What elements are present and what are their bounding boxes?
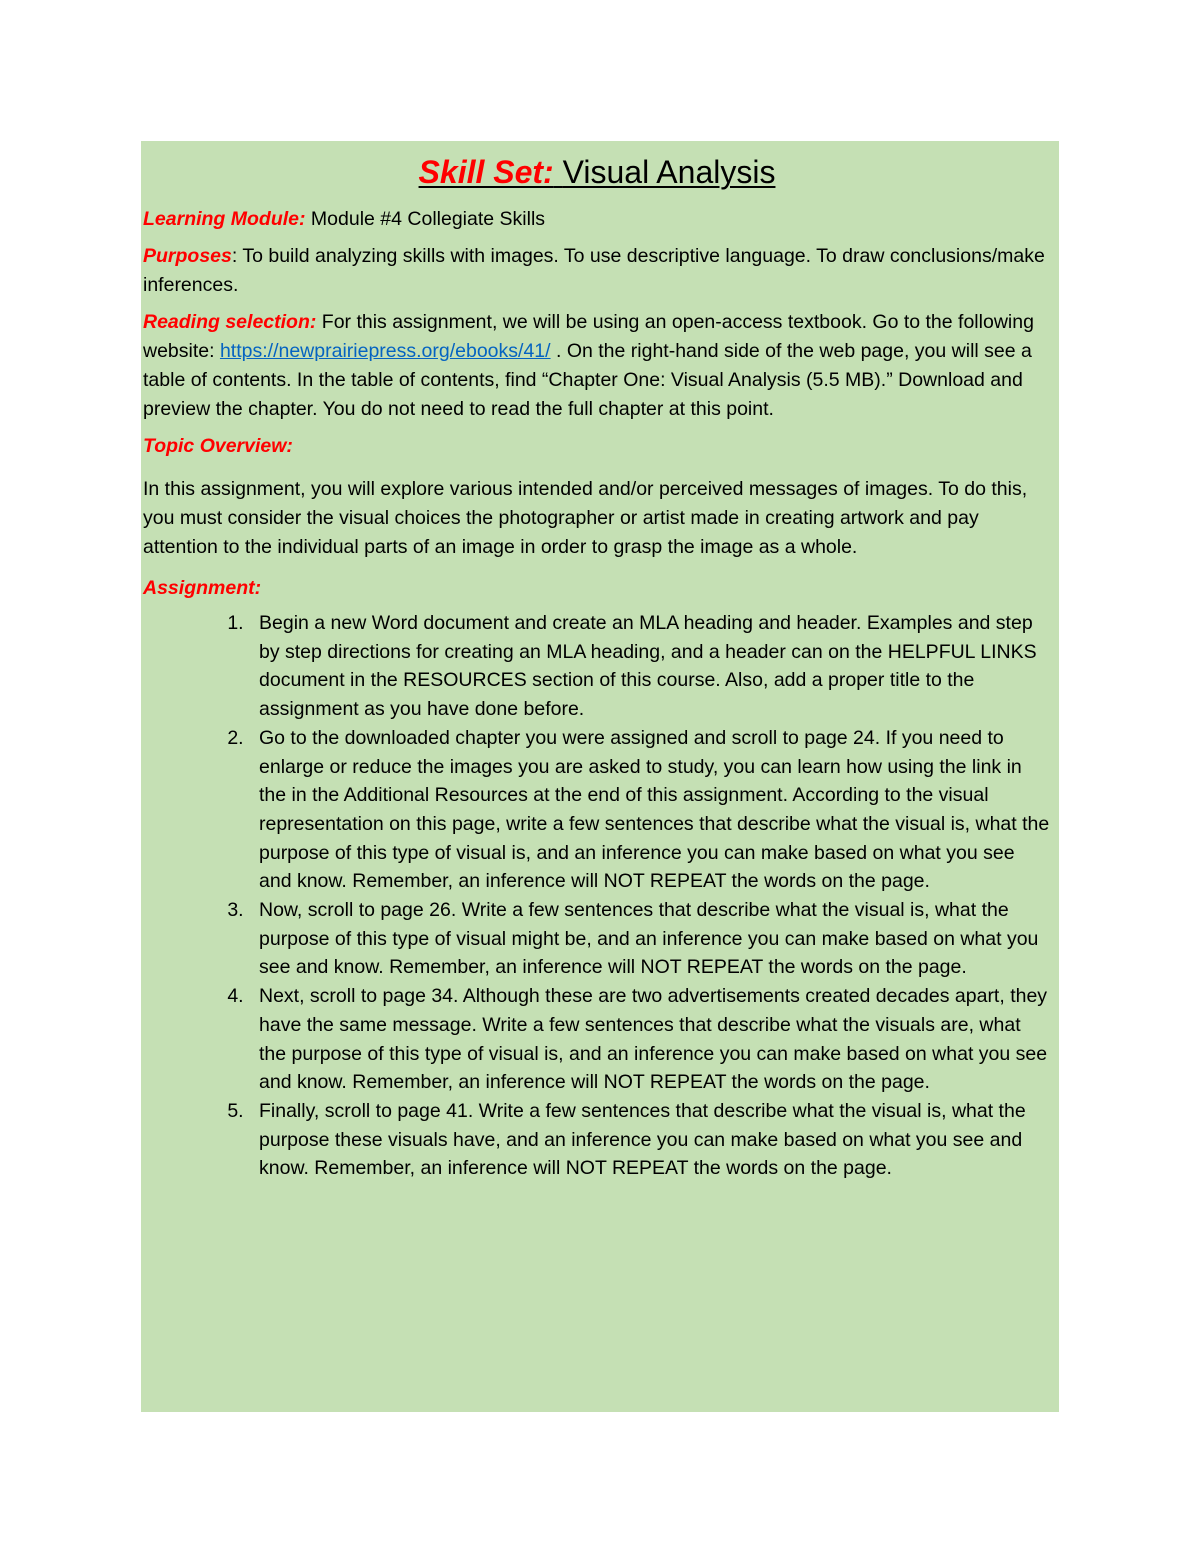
assignment-label: Assignment: bbox=[143, 577, 262, 599]
topic-overview-heading bbox=[143, 432, 1051, 461]
assignment-box bbox=[141, 141, 1059, 1412]
learning-module-line bbox=[143, 205, 1051, 234]
reading-selection-label: Reading selection: bbox=[143, 311, 317, 333]
topic-overview-label: Topic Overview: bbox=[143, 435, 293, 457]
assignment-item: 1. Begin a new Word document and create an MLA heading and header. Examples and step by step directions for creating an MLA heading, and a header can on the HELPFUL LINKS document in the RESOURCES section of this course. Also, add a proper title to the assignment as you have done before. bbox=[249, 609, 1051, 724]
textbook-link[interactable]: https://newprairiepress.org/ebooks/41/ bbox=[219, 340, 551, 362]
purposes-paragraph bbox=[143, 242, 1051, 300]
assignment-item: 3. Now, scroll to page 26. Write a few sentences that describe what the visual is, what the purpose of this type of visual might be, and an inference you can make based on what you see and know. Remember, an inference will NOT REPEAT the words on the page. bbox=[249, 896, 1051, 982]
assignment-list bbox=[143, 609, 1051, 1183]
assignment-item: 4. Next, scroll to page 34. Although these are two advertisements created decades apart, they have the same message. Write a few sentences that describe what the visuals are, what the purpose of this type of visual is, and an inference you can make based on what you see and know. Remember, an inference will NOT REPEAT the words on the page. bbox=[249, 982, 1051, 1097]
purposes-label: Purposes bbox=[143, 245, 232, 267]
assignment-heading bbox=[143, 574, 1051, 603]
page-title bbox=[143, 151, 1051, 193]
learning-module-label: Learning Module: bbox=[143, 208, 306, 230]
title-value: Visual Analysis bbox=[562, 154, 776, 190]
learning-module-value: Module #4 Collegiate Skills bbox=[310, 208, 546, 230]
title-label: Skill Set: bbox=[418, 154, 554, 190]
reading-selection-text-after: . On the right-hand side of the web page, you will see a table of contents. In the table of contents, find “Chapter One: Visual Analysis (5.5 MB).” Download and preview the chapter. You do not need to read the full chapter at this point. bbox=[143, 340, 1032, 420]
purposes-text: : To build analyzing skills with images. To use descriptive language. To draw conclusions/make inferences. bbox=[143, 245, 1045, 296]
topic-overview-text: In this assignment, you will explore various intended and/or perceived messages of images. To do this, you must consider the visual choices the photographer or artist made in creating artwork and pay attention to the individual parts of an image in order to grasp the image as a whole. bbox=[143, 478, 1028, 558]
assignment-item: 5. Finally, scroll to page 41. Write a few sentences that describe what the visual is, what the purpose these visuals have, and an inference you can make based on what you see and know. Remember, an inference will NOT REPEAT the words on the page. bbox=[249, 1097, 1051, 1183]
reading-selection-text-before: For this assignment, we will be using an open-access textbook. Go to the following website: bbox=[143, 311, 1034, 362]
assignment-item: 2. Go to the downloaded chapter you were assigned and scroll to page 24. If you need to enlarge or reduce the images you are asked to study, you can learn how using the link in the in the Additional Resources at the end of this assignment. According to the visual representation on this page, write a few sentences that describe what the visual is, what the purpose of this type of visual is, and an inference you can make based on what you see and know. Remember, an inference will NOT REPEAT the words on the page. bbox=[249, 724, 1051, 896]
reading-selection-paragraph bbox=[143, 308, 1051, 424]
